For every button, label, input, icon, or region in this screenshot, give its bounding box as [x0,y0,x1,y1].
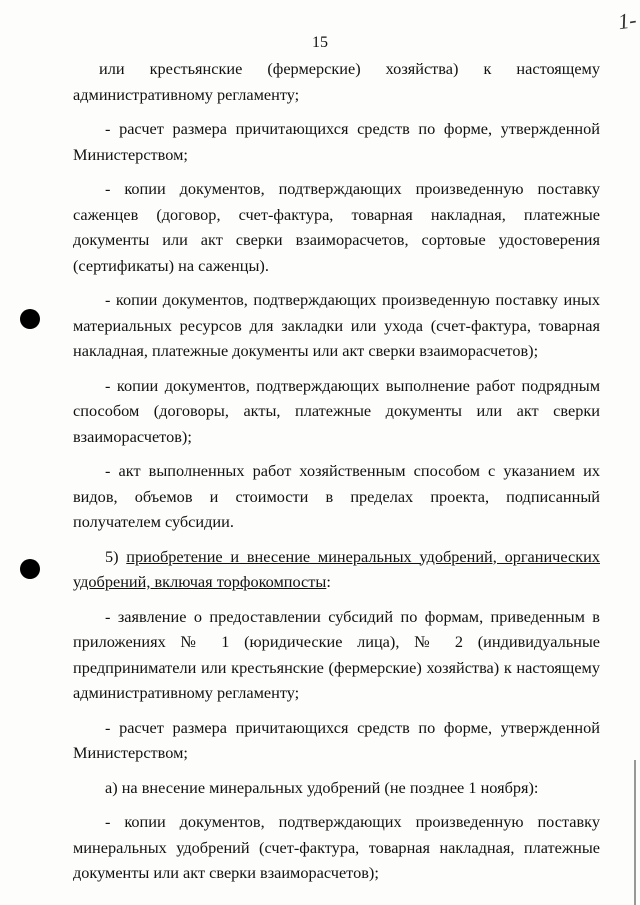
paragraph: - копии документов, подтверждающих произведенную поставку минеральных удобрений (счет-фактура, товарная накладная, платежные документы или акт сверки взаиморасчетов); [73,812,600,882]
section-colon: : [326,572,331,591]
handwritten-page-mark: 1- [615,6,638,35]
paragraph: или крестьянские (фермерские) хозяйства) к настоящему административному регламенту; [73,59,600,104]
paragraph: - копии документов, подтверждающих произведенную поставку иных материальных ресурсов для закладки или ухода (счет-фактура, товарная накладная, платежные документы или акт сверки взаиморасчетов); [73,290,600,360]
section-heading-5 [73,544,600,595]
paragraph: - копии документов, подтверждающих произведенную поставку саженцев (договор, счет-фактура, товарная накладная, платежные документы или акт сверки взаиморасчетов, сортовые удостоверения (сертификаты) на саженцы). [73,179,600,275]
paragraph: - расчет размера причитающихся средств по форме, утвержденной Министерством; [73,119,600,164]
punch-hole-icon [20,559,40,579]
scan-edge-line [634,760,636,905]
page-number: 15 [312,34,328,51]
paragraph: - акт выполненных работ хозяйственным способом с указанием их видов, объемов и стоимости в пределах проекта, подписанный получателем субсидии. [73,461,600,531]
punch-hole-icon [20,309,40,329]
paragraph: а) на внесение минеральных удобрений (не позднее 1 ноября): [105,777,539,797]
paragraph: - расчет размера причитающихся средств по форме, утвержденной Министерством; [73,717,600,762]
section-number: 5) [105,546,127,566]
paragraph: - копии документов, подтверждающих выполнение работ подрядным способом (договоры, акты, платежные документы или акт сверки взаиморасчетов); [73,375,600,446]
document-body [73,56,600,895]
section-title: приобретение и внесение минеральных удобрений, органических удобрений, включая торфокомпосты [73,546,600,591]
paragraph: - заявление о предоставлении субсидий по формам, приведенным в приложениях № 1 (юридические лица), № 2 (индивидуальные предприниматели или крестьянские (фермерские) хозяйства) к настоящему административному регламенту; [73,606,600,702]
